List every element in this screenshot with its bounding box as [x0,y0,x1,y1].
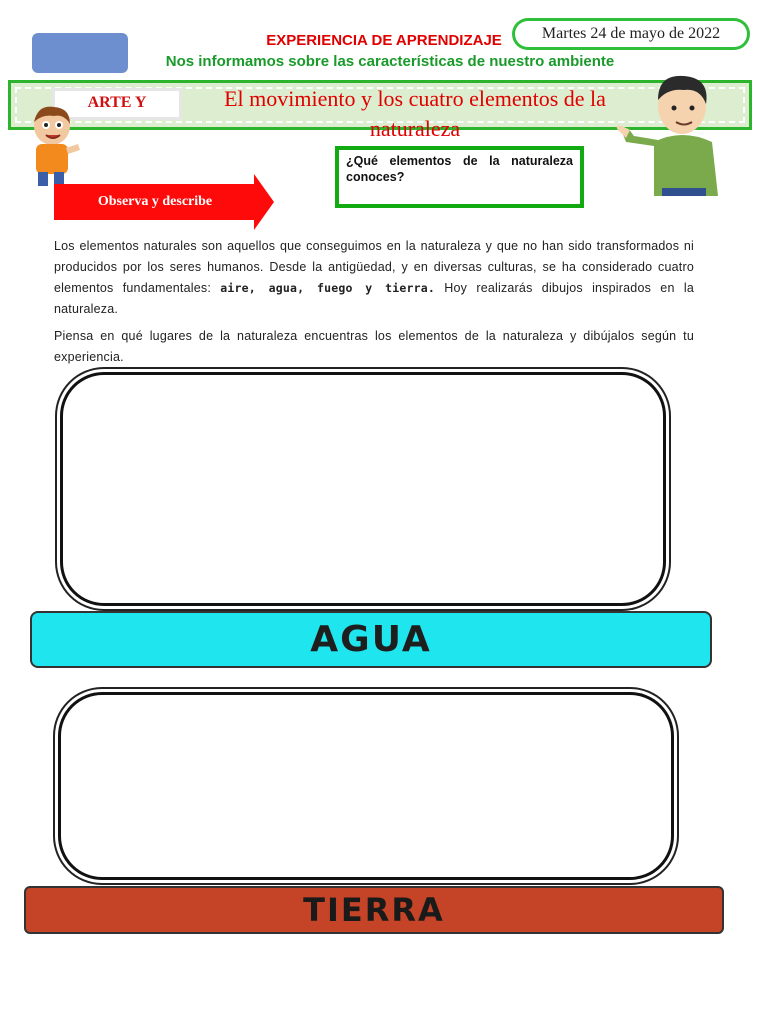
agua-label: AGUA [30,611,712,668]
date-text: Martes 24 de mayo de 2022 [515,21,747,47]
question-box: ¿Qué elementos de la naturaleza conoces? [335,146,584,208]
header-subtitle: Nos informamos sobre las características de nuestro ambiente [165,53,615,70]
lesson-title: El movimiento y los cuatro elementos de la naturaleza [224,86,606,141]
boy-green-sweater-illustration [614,70,726,206]
intro-paragraph [54,236,694,320]
drawing-box-tierra[interactable] [58,692,674,880]
intro-text-after: Hoy realizarás dibujos inspirados en la naturaleza. [54,281,694,316]
intro-text-before: Los elementos naturales son aquellos que conseguimos en la naturaleza y que no han sido transformados ni producidos por los seres humanos. Desde la antigüedad, y en diversas culturas, se ha considerado cuatro elementos fundamentales: [54,239,694,295]
drawing-box-agua[interactable] [60,372,666,606]
date-badge [512,18,750,50]
tierra-label: TIERRA [24,886,724,934]
observe-describe-label: Observa y describe [97,194,213,209]
instruction-paragraph: Piensa en qué lugares de la naturaleza encuentras los elementos de la naturaleza y dibújalos según tu experiencia. [54,329,694,364]
elements-bold: aire, agua, fuego y tierra. [220,281,435,295]
subject-label: ARTE Y [52,88,182,120]
header-title: EXPERIENCIA DE APRENDIZAJE [266,32,502,49]
